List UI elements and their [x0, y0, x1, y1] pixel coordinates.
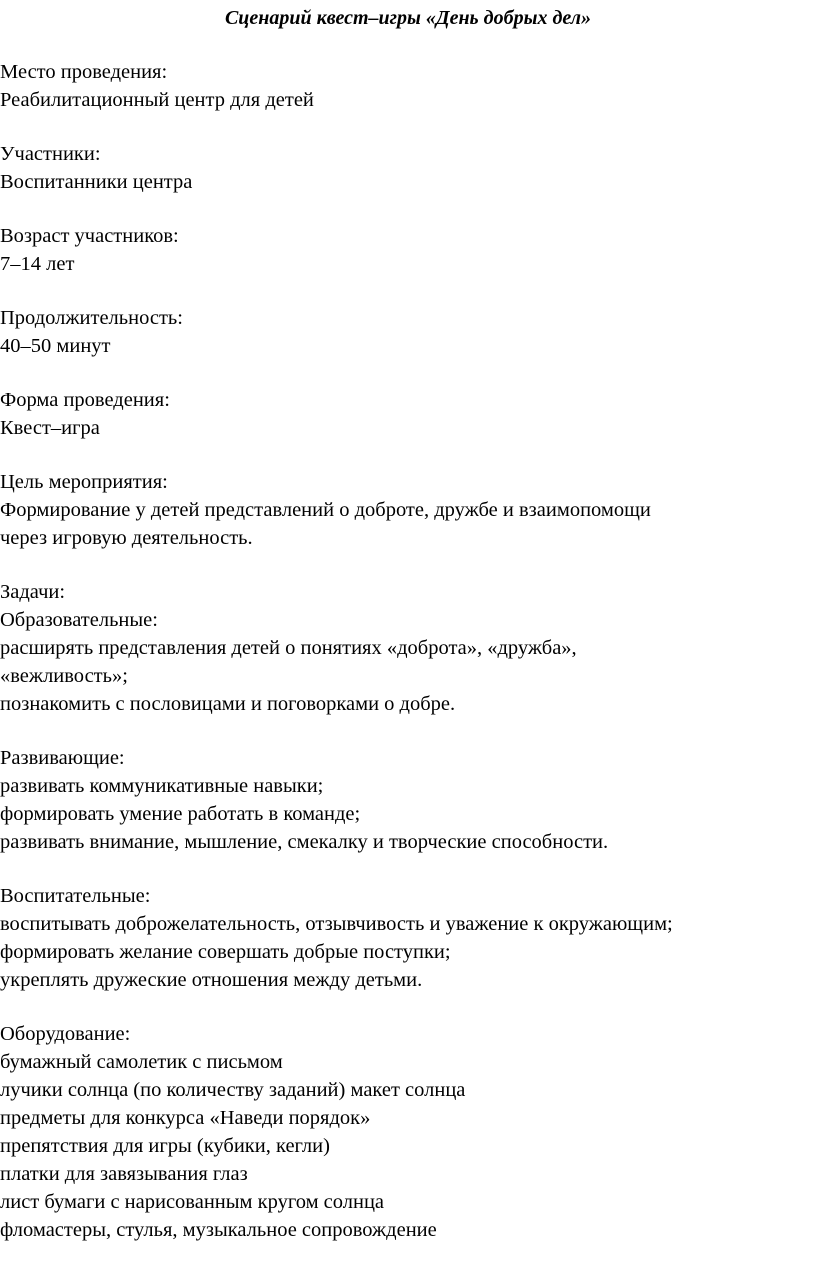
section-line: «вежливость»;	[0, 665, 128, 687]
paragraph-gap	[0, 278, 816, 304]
paragraph-gap	[0, 994, 816, 1020]
paragraph-gap	[0, 442, 816, 468]
document-body	[0, 58, 816, 1244]
paragraph-gap	[0, 718, 816, 744]
section-line: Формирование у детей представлений о доброте, дружбе и взаимопомощи	[0, 499, 651, 521]
section-line: Воспитанники центра	[0, 171, 193, 193]
section-line: развивать коммуникативные навыки;	[0, 775, 324, 797]
section-line: предметы для конкурса «Наведи порядок»	[0, 1107, 371, 1129]
section-heading: Место проведения:	[0, 61, 168, 83]
section-line: развивать внимание, мышление, смекалку и творческие способности.	[0, 831, 609, 853]
section-line: воспитывать доброжелательность, отзывчивость и уважение к окружающим;	[0, 913, 673, 935]
section-line: 7–14 лет	[0, 253, 75, 275]
section-line: Реабилитационный центр для детей	[0, 89, 314, 111]
paragraph-gap	[0, 360, 816, 386]
section-line: платки для завязывания глаз	[0, 1163, 248, 1185]
section-line: лучики солнца (по количеству заданий) макет солнца	[0, 1079, 466, 1101]
paragraph-gap	[0, 114, 816, 140]
section-line: Квест–игра	[0, 417, 100, 439]
paragraph-gap	[0, 196, 816, 222]
section-line: препятствия для игры (кубики, кегли)	[0, 1135, 330, 1157]
section-line: через игровую деятельность.	[0, 527, 253, 549]
section-line: расширять представления детей о понятиях «доброта», «дружба»,	[0, 637, 577, 659]
section-line: укреплять дружеские отношения между детьми.	[0, 969, 423, 991]
section-line: 40–50 минут	[0, 335, 111, 357]
section-line: формировать умение работать в команде;	[0, 803, 361, 825]
section-heading: Воспитательные:	[0, 885, 151, 907]
section-heading: Задачи:	[0, 581, 66, 603]
section-line: бумажный самолетик с письмом	[0, 1051, 283, 1073]
section-line: лист бумаги с нарисованным кругом солнца	[0, 1191, 385, 1213]
paragraph-gap	[0, 552, 816, 578]
section-line: фломастеры, стулья, музыкальное сопровождение	[0, 1219, 437, 1241]
paragraph-gap	[0, 856, 816, 882]
document-title: Сценарий квест–игры «День добрых дел»	[224, 7, 592, 29]
section-line: формировать желание совершать добрые поступки;	[0, 941, 451, 963]
section-line: познакомить с пословицами и поговорками о добре.	[0, 693, 456, 715]
section-heading: Продолжительность:	[0, 307, 183, 329]
section-line: Образовательные:	[0, 609, 158, 631]
section-heading: Оборудование:	[0, 1023, 131, 1045]
section-heading: Возраст участников:	[0, 225, 179, 247]
section-heading: Развивающие:	[0, 747, 125, 769]
section-heading: Форма проведения:	[0, 389, 170, 411]
section-heading: Цель мероприятия:	[0, 471, 168, 493]
section-heading: Участники:	[0, 143, 101, 165]
